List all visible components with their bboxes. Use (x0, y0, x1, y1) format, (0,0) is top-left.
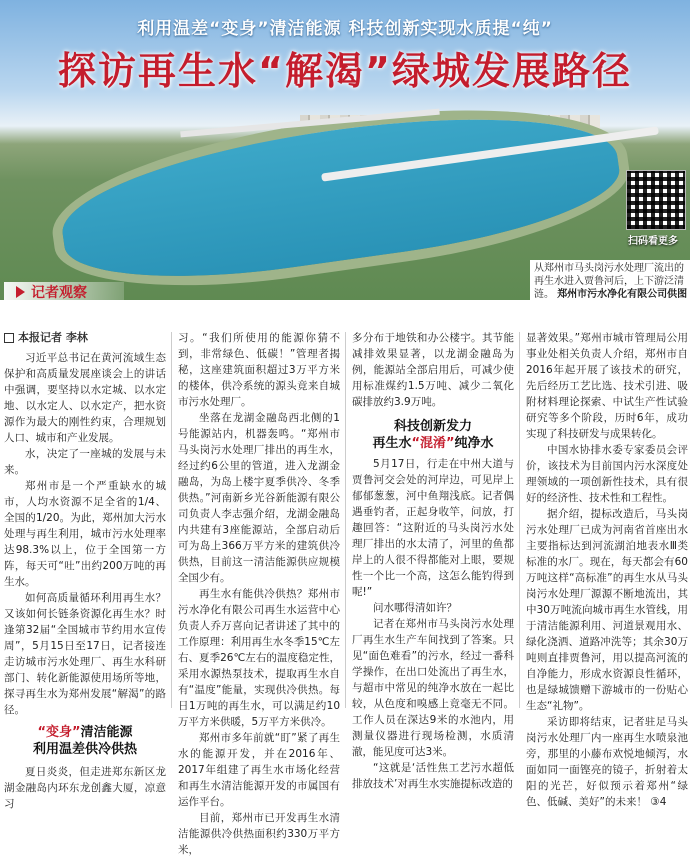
section-label (4, 282, 124, 302)
caption-text: 从郑州市马头岗污水处理厂流出的再生水进入贾鲁河后，上下游泛清涟。 (534, 263, 684, 300)
play-arrow-icon (16, 286, 25, 298)
square-icon (4, 333, 14, 343)
article-column-4 (526, 330, 688, 810)
subheading-highlight: “混淆” (411, 436, 455, 451)
subheading-post: 纯净水 (454, 436, 494, 451)
paragraph: 显著效果。”郑州市城市管理局公用事业处相关负责人介绍，郑州市自2016年起开展了该技术的研究，先后经历工艺比选、技术引进、吸附材料理论探索、中试生产性试验研究等多个阶段，历时6年，成功实现了科技研发与成果转化。 (526, 332, 688, 440)
byline-text: 本报记者 李林 (18, 331, 88, 344)
hero-photo (0, 0, 690, 300)
subheading-text: 清洁能源 (80, 725, 133, 740)
article-column-1 (4, 330, 166, 812)
subheading-pre: 再生水 (372, 436, 412, 451)
subheading-highlight: “变身” (37, 725, 81, 740)
paragraph: 中国水协排水委专家委员会评价，该技术为目前国内污水深度处理领域的一项创新性技术，具有很好的经济性、技术性和工程性。 (526, 444, 688, 504)
subheading-2 (352, 418, 514, 452)
column-divider (171, 332, 172, 708)
qr-code-icon[interactable] (626, 170, 686, 230)
section-label-text: 记者观察 (31, 285, 87, 301)
column-divider (345, 332, 346, 708)
subheading-1 (4, 724, 166, 758)
paragraph: “这就是‘活性焦工艺污水超低排放技术’对再生水实施提标改造的 (352, 762, 514, 790)
paragraph: 习。“我们所使用的能源你猜不到，非常绿色、低碳！”管理者揭秘，这座建筑面积超过3万平方米的楼体，供冷系统的源头竟来自城市污水处理厂。 (178, 332, 340, 408)
article-column-3 (352, 330, 514, 792)
paragraph: 夏日炎炎，但走进郑东新区龙湖金融岛内环东龙创鑫大厦，凉意习 (4, 766, 166, 810)
paragraph: 5月17日，行走在中州大道与贾鲁河交会处的河岸边，可见岸上郁郁葱葱，河中鱼翔浅底。记者偶遇垂钓者，正起身收竿，问放，打趣回答：“这附近的马头岗污水处理厂排出的水太清了，河里的鱼都岸上的人很不得都能对上眼，要规性一个比一个高，这怎么能钓得到呢!” (352, 458, 514, 598)
kicker-headline: 利用温差“变身”清洁能源 科技创新实现水质提“纯” (137, 19, 553, 39)
paragraph: 记者在郑州市马头岗污水处理厂再生水生产车间找到了答案。只见“面色难看”的污水，经过一番科学操作，在出口处流出了再生水，与超市中常见的纯净水放在一起比较，从色度和嗅感上竟毫无不同。工作人员在深达9米的水池内，用测量仪器进行现场检测，水质清澈，能见度可达3米。 (352, 618, 514, 758)
paragraph: 坐落在龙湖金融岛西北侧的1号能源站内，机器轰鸣。“郑州市马头岗污水处理厂排出的再生水，经过约6公里的管道，进入龙湖金融岛，为岛上楼宇夏季供冷、冬季供热。”河南新乡光谷新能源有限公司负责人李志强介绍，龙湖金融岛内共建有3座能源站，全部启动后可为岛上366万平方米的建筑供冷供热，目前这一清洁能源供应规模全国少有。 (178, 412, 340, 584)
paragraph: 多分布于地铁和办公楼宇。其节能减排效果显著，以龙湖金融岛为例，能源站全部启用后，可减少使用标准煤约1.5万吨、减少二氧化碳排放约3.9万吨。 (352, 332, 514, 408)
paragraph: 水，决定了一座城的发展与未来。 (4, 448, 166, 476)
paragraph: 如何高质量循环利用再生水？又该如何长链条资源化再生水？时逢第32届“全国城市节约用水宣传周”，5月15日至17日，记者接连走访城市污水处理厂、再生水科研部门、转化新能源使用场所等地，探寻再生水为郑州发展“解渴”的路径。 (4, 592, 166, 716)
subheading-line2: 利用温差供冷供热 (32, 742, 137, 757)
paragraph: 据介绍，提标改造后，马头岗污水处理厂已成为河南省首座出水主要指标达到河流湖泊地表水Ⅲ类标准的水厂。现在，每天都会有60万吨这样“高标准”的再生水从马头岗污水处理厂源源不断地流出，其中30万吨流向城市再生水管线，用于清洁能源利用、河道景观用水、绿化浇洒、道路冲洗等；其余30万吨则直排贾鲁河，用以提高河流的自净能力，形成水资源良性循环，也是绿城馈赠下游城市的一份贴心生态“礼物”。 (526, 508, 688, 712)
column-divider (519, 332, 520, 708)
paragraph: 郑州市是一个严重缺水的城市，人均水资源不足全省的1/4、全国的1/20。为此，郑州加大污水处理与再生利用，城市污水处理率达98.3%以上，位于全国第一方阵，每天可“吐”出约200万吨的再生水。 (4, 480, 166, 588)
paragraph: 再生水有能供冷供热？郑州市污水净化有限公司再生水运营中心负责人乔万喜向记者讲述了其中的工作原理：利用再生水冬季15℃左右、夏季26℃左右的温度稳定性，采用水源热泵技术，提取再生水自有“温度”能量，实现供冷供热。每日1万吨的再生水，可以满足约10万平方米供暖，5万平方米供冷。 (178, 588, 340, 728)
photo-caption (530, 260, 694, 301)
paragraph: 问水哪得清如许？ (373, 602, 457, 614)
paragraph: 习近平总书记在黄河流域生态保护和高质量发展座谈会上的讲话中强调，要坚持以水定城、以水定地、以水定人、以水定产，把水资源作为最大的刚性约束，合理规划人口、城市和产业发展。 (4, 352, 166, 444)
paragraph: 采访即将结束，记者驻足马头岗污水处理厂内一座再生水喷泉池旁，那里的小藤布欢悦地倾泻，水面如同一面铿亮的镜子，折射着太阳的光芒，好似预示着郑州“绿色、低碱、美好”的未来！ ③4 (526, 716, 688, 808)
article-column-2 (178, 330, 340, 858)
subheading-line1: 科技创新发力 (393, 419, 472, 434)
paragraph: 郑州市多年前就“盯”紧了再生水的能源开发，并在2016年、2017年组建了再生水市场化经营和再生水清洁能源开发的市属国有运作平台。 (178, 732, 340, 808)
caption-credit: 郑州市污水净化有限公司供图 (557, 289, 688, 300)
paragraph: 目前，郑州市已开发再生水清洁能源供冷供热面积约330万平方米， (178, 812, 340, 856)
byline (4, 330, 166, 346)
qr-label: 扫码看更多 (628, 236, 678, 247)
main-headline: 探访再生水“解渴”绿城发展路径 (58, 49, 632, 93)
